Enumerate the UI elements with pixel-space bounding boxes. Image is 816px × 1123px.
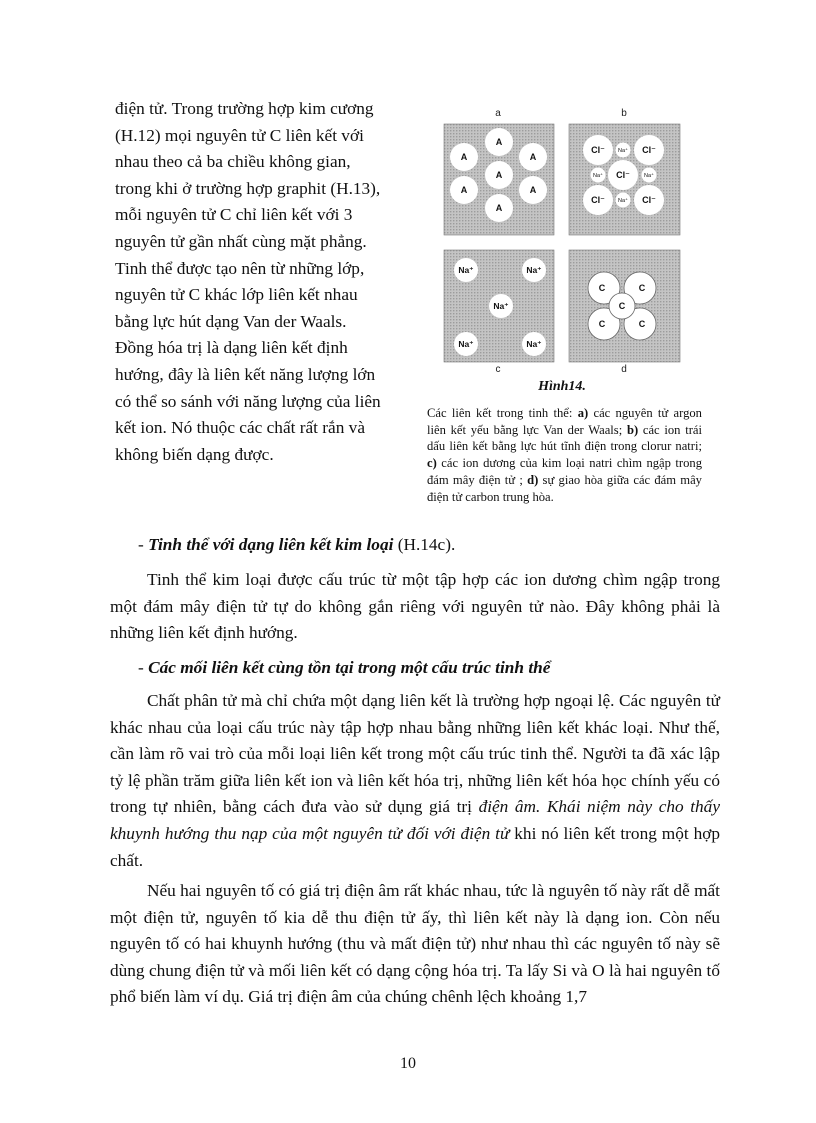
caption-label-c: c) [427, 456, 437, 471]
panel-label-a: a [495, 108, 501, 119]
text-line: Đồng hóa trị là dạng liên kết định [115, 338, 348, 358]
atom-label: A [495, 203, 503, 213]
ion-label: Cl⁻ [591, 145, 605, 155]
section-metal-heading [110, 532, 720, 559]
ion-label: Cl⁻ [642, 145, 656, 155]
ion-label: Na⁺ [593, 173, 603, 179]
panel-a [444, 124, 554, 235]
atom-label: C [638, 319, 646, 329]
page-number: 10 [400, 1055, 416, 1072]
paragraph-text: khi nó liên kết trong một hợp chất. [110, 823, 720, 870]
paragraph-italic-text: điện âm. Khái niệm này cho thấy khuynh hướng thu nạp của một nguyên tử đối với điện tử [110, 797, 720, 843]
text-line: nguyên tử gần nhất cùng mặt phẳng. [115, 231, 367, 251]
ion-label: Na⁺ [493, 301, 509, 311]
paragraph-text: Chất phân tử mà chỉ chứa một dạng liên kết là trường hợp ngoại lệ. Các nguyên tử khác nhau của loại cấu trúc này tập hợp nhau bằng những liên kết khác loại. Như thế, cần làm rõ vai trò của mỗi loại liên kết trong một cấu trúc tinh thể. Người ta đã xác lập tỷ lệ phần trăm giữa liên kết ion và liên kết hóa trị, những liên kết hóa học chính yếu có trong tự nhiên, bằng cách đưa vào sử dụng giá trị [110, 691, 720, 817]
section-heading: Các mối liên kết cùng tồn tại trong một cấu trúc tinh thể [148, 658, 551, 677]
text-line: điện tử. Trong trường hợp kim cương [115, 99, 374, 118]
ion-label: Na⁺ [644, 173, 654, 179]
ion-label: Na⁺ [458, 265, 474, 275]
ion-label: Na⁺ [618, 148, 628, 154]
ion-label: Na⁺ [458, 339, 474, 349]
text-line: kết ion. Nó thuộc các chất rất rắn và [115, 418, 365, 438]
caption-text-d: sự giao hòa giữa các đám mây điện tử carbon trung hòa. [427, 472, 702, 504]
text-line: có thể so sánh với năng lượng của liên [115, 391, 381, 411]
caption-label-a: a) [577, 406, 589, 420]
atom-label: A [529, 152, 537, 162]
atom-label: A [495, 137, 503, 147]
atom-label: A [495, 170, 503, 180]
atom-label: A [460, 185, 468, 195]
ion-label: Na⁺ [526, 339, 542, 349]
caption-intro: Các liên kết trong tinh thể: [427, 406, 578, 420]
ion-label: Cl⁻ [642, 195, 656, 205]
text-line: (H.12) mọi nguyên tử C liên kết với [115, 125, 364, 145]
coexist-paragraph-2: Nếu hai nguyên tố có giá trị điện âm rất khác nhau, tức là nguyên tố này rất dễ mất một điện tử, nguyên tố kia dễ thu điện tử ấy, thì liên kết này là dạng ion. Còn nếu nguyên tố có hai khuynh hướng (thu và mất điện tử) như nhau thì các nguyên tố này sẽ dùng chung điện tử và mối liên kết có dạng cộng hóa trị. Ta lấy Si và O là hai nguyên tố phổ biến làm ví dụ. Giá trị điện âm của chúng chênh lệch khoảng 1,7 [110, 881, 720, 1007]
panel-d [569, 250, 680, 362]
caption-label-d: d) [527, 472, 539, 487]
section-heading: Tinh thể với dạng liên kết kim loại [148, 535, 394, 554]
ion-label: Cl⁻ [616, 170, 630, 180]
caption-text-b: các ion trái dấu liên kết bằng lực hút tĩnh điện trong clorur natri; [427, 422, 703, 454]
atom-label: C [618, 301, 626, 311]
heading-reference: (H.14c). [393, 535, 456, 554]
atom-label: C [598, 283, 606, 293]
text-line: nguyên tử C khác lớp liên kết nhau [115, 285, 358, 305]
text-line: nhau theo cả ba chiều không gian, [115, 152, 351, 172]
panel-label-c: c [495, 364, 501, 375]
caption-text-c: các ion dương của kim loại natri chìm ngập trong đám mây điện tử ; [427, 456, 702, 487]
atom-label: A [529, 185, 537, 195]
text-line: trong khi ở trường hợp graphit (H.13), [115, 178, 381, 198]
atom-label: C [598, 319, 606, 329]
ion-label: Cl⁻ [591, 195, 605, 205]
figure-title: Hình14. [538, 379, 586, 394]
panel-c [444, 250, 554, 362]
section-coexist-heading [110, 655, 720, 682]
ion-label: Na⁺ [526, 265, 542, 275]
heading-dash: - [138, 658, 149, 677]
text-line: bằng lực hút dạng Van der Waals. [115, 311, 347, 331]
caption-label-b: b) [626, 422, 639, 437]
left-column-text [115, 96, 405, 468]
panel-label-d: d [621, 364, 627, 375]
figure-svg [426, 100, 716, 375]
figure-caption [427, 405, 702, 505]
metal-paragraph: Tinh thể kim loại được cấu trúc từ một tập hợp các ion dương chìm ngập trong một đám mây điện tử tự do không gắn riêng với nguyên tử nào. Đây không phải là những liên kết định hướng. [110, 570, 720, 643]
panel-label-b: b [621, 108, 627, 119]
crystal-bond-figure [426, 100, 716, 375]
coexist-paragraph-1 [110, 688, 720, 874]
text-line: không biến dạng được. [115, 444, 274, 464]
text-line: mỗi nguyên tử C chỉ liên kết với 3 [115, 205, 353, 225]
text-line: Tinh thể được tạo nên từ những lớp, [115, 258, 365, 278]
atom-label: C [638, 283, 646, 293]
text-line: hướng, đây là liên kết năng lượng lớn [115, 364, 376, 384]
atom-label: A [460, 152, 468, 162]
ion-label: Na⁺ [618, 198, 628, 204]
heading-dash: - [138, 535, 149, 554]
caption-text-a: các nguyên tử argon liên kết yếu bằng lực Van der Waals; [427, 406, 702, 437]
panel-b [569, 124, 680, 235]
